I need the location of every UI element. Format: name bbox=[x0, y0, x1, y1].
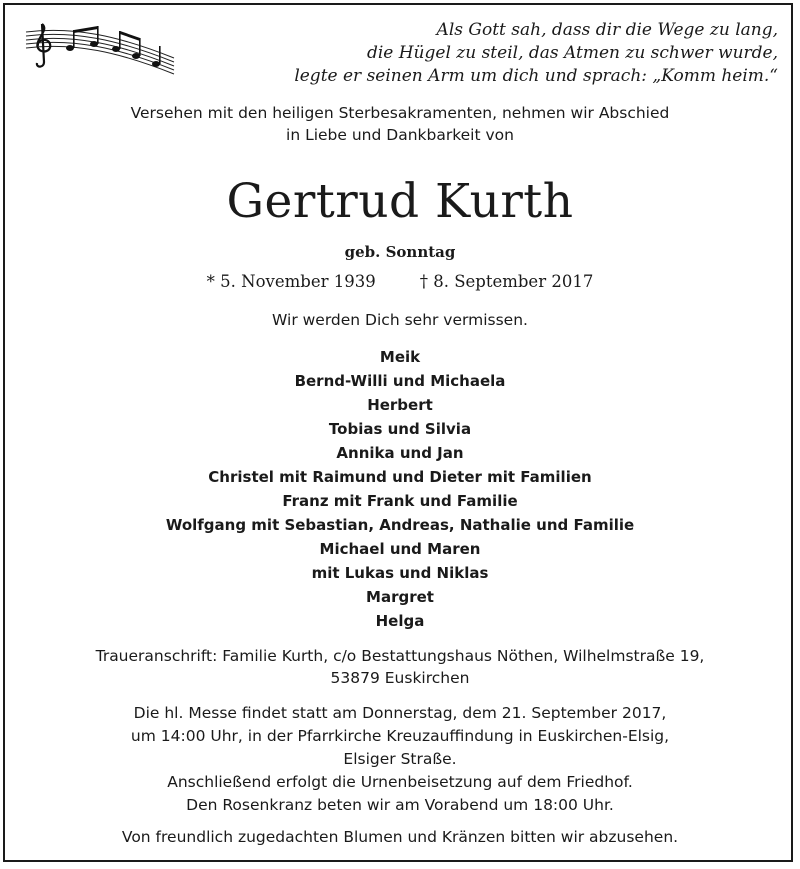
funeral-line: Elsiger Straße. bbox=[343, 750, 457, 768]
intro-text bbox=[0, 102, 800, 146]
poem-line: die Hügel zu steil, das Atmen zu schwer wurde, bbox=[366, 43, 778, 63]
family-list bbox=[0, 345, 800, 633]
family-member: Herbert bbox=[367, 396, 433, 414]
family-member: Meik bbox=[379, 348, 421, 366]
poem-line: Als Gott sah, dass dir die Wege zu lang, bbox=[436, 20, 778, 40]
birth-date: * 5. November 1939 bbox=[206, 272, 376, 291]
address-line: 53879 Euskirchen bbox=[330, 669, 470, 687]
poem bbox=[294, 19, 778, 88]
intro-line: in Liebe und Dankbarkeit von bbox=[286, 126, 514, 144]
funeral-line: Den Rosenkranz beten wir am Vorabend um 18:00 Uhr. bbox=[186, 796, 614, 814]
family-member: mit Lukas und Niklas bbox=[311, 564, 489, 582]
family-member: Christel mit Raimund und Dieter mit Familien bbox=[208, 468, 592, 486]
mourning-address bbox=[0, 645, 800, 689]
death-date: † 8. September 2017 bbox=[419, 272, 594, 291]
funeral-line: Anschließend erfolgt die Urnenbeisetzung auf dem Friedhof. bbox=[167, 773, 633, 791]
intro-line: Versehen mit den heiligen Sterbesakramenten, nehmen wir Abschied bbox=[130, 104, 670, 122]
family-member: Michael und Maren bbox=[319, 540, 481, 558]
birth-name: geb. Sonntag bbox=[344, 243, 456, 261]
music-notes-icon bbox=[24, 18, 184, 78]
poem-line: legte er seinen Arm um dich und sprach: „Komm heim.“ bbox=[294, 66, 778, 86]
funeral-line: Die hl. Messe findet statt am Donnerstag, dem 21. September 2017, bbox=[133, 704, 667, 722]
family-member: Annika und Jan bbox=[336, 444, 464, 462]
deceased-name: Gertrud Kurth bbox=[226, 174, 574, 229]
family-member: Helga bbox=[375, 612, 425, 630]
closing-note: Von freundlich zugedachten Blumen und Kränzen bitten wir abzusehen. bbox=[121, 828, 679, 846]
farewell-message: Wir werden Dich sehr vermissen. bbox=[272, 311, 528, 329]
family-member: Bernd-Willi und Michaela bbox=[294, 372, 506, 390]
family-member: Franz mit Frank und Familie bbox=[282, 492, 518, 510]
life-dates bbox=[0, 272, 800, 291]
funeral-line: um 14:00 Uhr, in der Pfarrkirche Kreuzauffindung in Euskirchen-Elsig, bbox=[130, 727, 670, 745]
family-member: Tobias und Silvia bbox=[328, 420, 472, 438]
family-member: Wolfgang mit Sebastian, Andreas, Nathalie und Familie bbox=[165, 516, 635, 534]
family-member: Margret bbox=[366, 588, 434, 606]
funeral-details bbox=[0, 702, 800, 817]
address-line: Traueranschrift: Familie Kurth, c/o Bestattungshaus Nöthen, Wilhelmstraße 19, bbox=[95, 647, 705, 665]
